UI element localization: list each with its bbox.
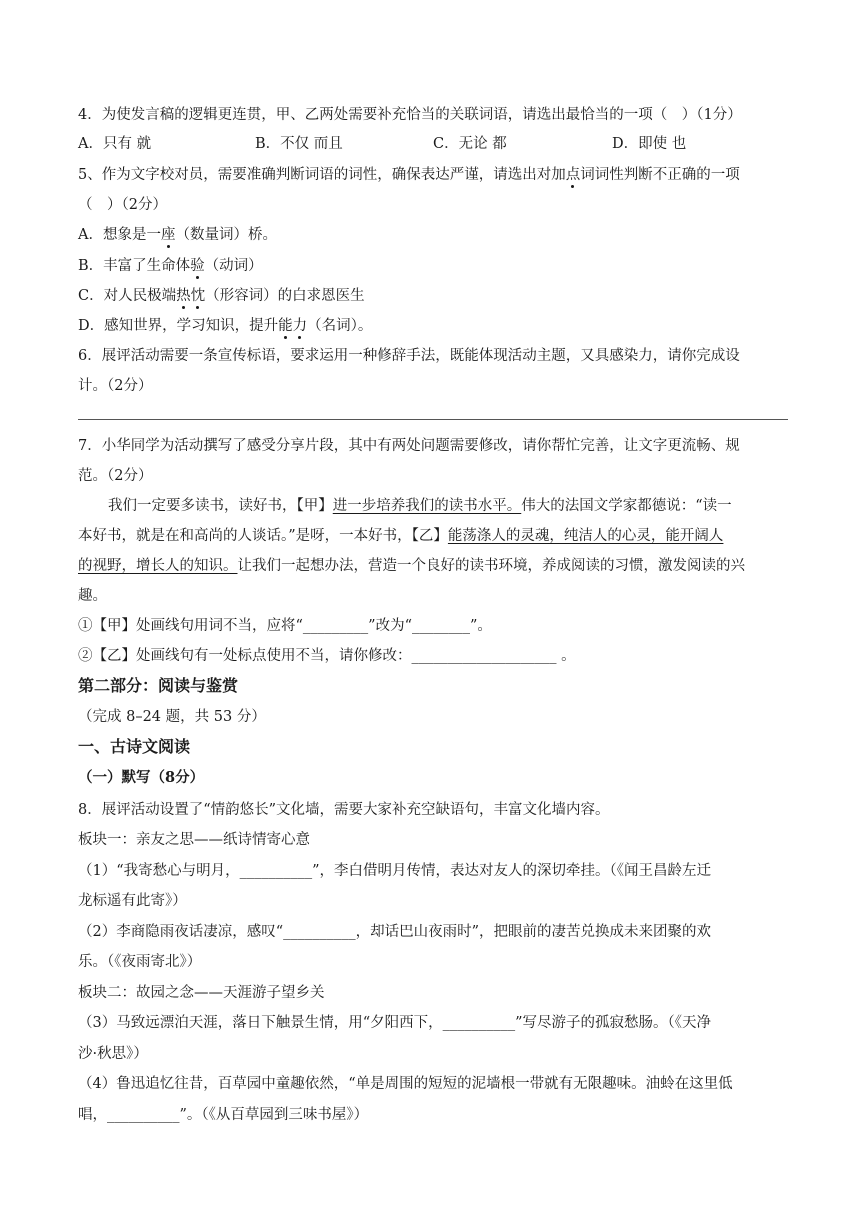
q5-option-b: B．丰富了生命体验（动词）: [78, 258, 263, 274]
underlined-sentence-jia: 进一步培养我们的读书水平。: [332, 498, 522, 514]
q4-option-c: C．无论 都: [433, 136, 507, 152]
q8-block2-title: 板块二：故园之念——天涯游子望乡关: [78, 985, 325, 1001]
q8-item3-line1: （3）马致远漂泊天涯，落日下触景生情，用“夕阳西下，__________”写尽游子的孤寂愁肠。（《天净: [78, 1015, 712, 1031]
underlined-sentence-yi-cont: 的视野，增长人的知识。: [78, 558, 238, 574]
emphasis-dot: 忱: [190, 288, 206, 304]
q5-stem-line2: （ ）（2分）: [78, 197, 167, 213]
section-heading: 一、古诗文阅读: [78, 737, 191, 756]
q5-option-d: D．感知世界，学习知识，提升能力（名词）。: [78, 318, 373, 334]
q7-passage-line2: 本好书，就是在和高尚的人谈话。”是呀，一本好书，【乙】能荡涤人的灵魂，纯洁人的心灵，能开阔人: [78, 528, 724, 544]
part2-note: （完成 8–24 题，共 53 分）: [78, 709, 266, 725]
q8-block1-title: 板块一：亲友之思——纸诗情寄心意: [78, 832, 310, 848]
emphasis-dot: 验: [190, 258, 205, 274]
answer-line: [78, 419, 788, 420]
emphasis-dot: 点: [565, 167, 581, 183]
q5-stem: 5、作为文字校对员，需要准确判断词语的词性，确保表达严谨，请选出对加点词词性判断不正确的一项: [78, 167, 740, 183]
q4-option-b: B．不仅 而且: [255, 136, 343, 152]
q8-item4-line2: 唱，__________”。（《从百草园到三味书屋》）: [78, 1107, 369, 1123]
q6-line1: 6．展评活动需要一条宣传标语，要求运用一种修辞手法，既能体现活动主题，又具感染力，请你完成设: [78, 348, 740, 364]
emphasis-dot: 力: [292, 318, 308, 334]
q5-option-c: C．对人民极端热忱（形容词）的白求恩医生: [78, 288, 365, 304]
q4-option-a: A．只有 就: [78, 136, 152, 152]
emphasis-dot: 能: [278, 318, 293, 334]
emphasis-dot: 热: [176, 288, 191, 304]
q7-sub1: ①【甲】处画线句用词不当，应将“_________”改为“________”。: [78, 618, 492, 634]
q8-stem: 8．展评活动设置了“情韵悠长”文化墙，需要大家补充空缺语句，丰富文化墙内容。: [78, 802, 610, 818]
q7-line2: 范。（2分）: [78, 468, 153, 484]
q8-item2-line2: 乐。（《夜雨寄北》）: [78, 954, 202, 970]
q8-item4-line1: （4）鲁迅追忆往昔，百草园中童趣依然，“单是周围的短短的泥墙根一带就有无限趣味。油蛉在这里低: [78, 1076, 733, 1092]
q7-sub2: ②【乙】处画线句有一处标点使用不当，请你修改：____________________ 。: [78, 648, 576, 664]
q8-item3-line2: 沙·秋思》）: [78, 1046, 148, 1062]
q7-passage-line3: 的视野，增长人的知识。让我们一起想办法，营造一个良好的读书环境，养成阅读的习惯，激发阅读的兴: [78, 558, 745, 574]
q8-item1-line2: 龙标遥有此寄》）: [78, 893, 187, 909]
q7-passage-line4: 趣。: [78, 588, 107, 604]
q7-line1: 7．小华同学为活动撰写了感受分享片段，其中有两处问题需要修改，请你帮忙完善，让文字更流畅、规: [78, 438, 740, 454]
q4-stem: 4．为使发言稿的逻辑更连贯，甲、乙两处需要补充恰当的关联词语，请选出最恰当的一项（ ）（1分）: [78, 107, 742, 123]
q6-line2: 计。（2分）: [78, 378, 153, 394]
underlined-sentence-yi: 能荡涤人的灵魂，纯洁人的心灵，能开阔人: [447, 528, 724, 544]
q7-passage-line1: 我们一定要多读书，读好书，【甲】进一步培养我们的读书水平。伟大的法国文学家都德说：“读一: [108, 498, 732, 514]
q5-option-a: A．想象是一座（数量词）桥。: [78, 227, 277, 243]
subsection-heading: （一）默写（8分）: [78, 769, 205, 786]
part2-title: 第二部分：阅读与鉴赏: [78, 676, 239, 695]
q8-item2-line1: （2）李商隐雨夜话凄凉，感叹“__________，却话巴山夜雨时”，把眼前的凄苦兑换成未来团聚的欢: [78, 924, 712, 940]
q4-option-d: D．即使 也: [612, 136, 687, 152]
emphasis-dot: 座: [160, 227, 176, 243]
q8-item1-line1: （1）“我寄愁心与明月，__________”，李白借明月传情，表达对友人的深切牵挂。（《闻王昌龄左迁: [78, 863, 712, 879]
